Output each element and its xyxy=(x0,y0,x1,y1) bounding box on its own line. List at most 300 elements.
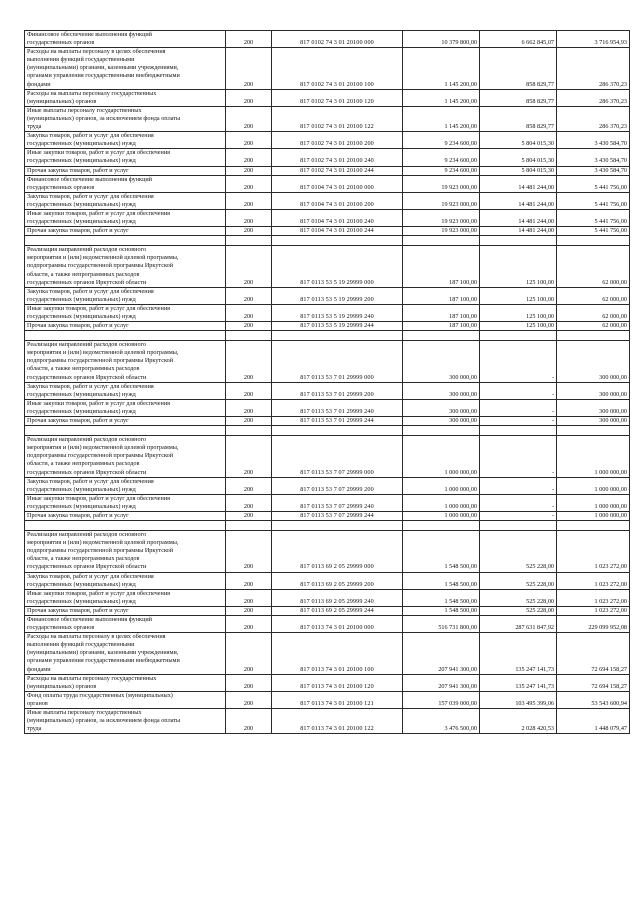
row-kbk-cell: 817 0102 74 3 01 20100 240 xyxy=(272,149,403,166)
row-name-line: мероприятия и (или) ведомственной целевой программы, xyxy=(27,254,179,262)
row-name-cell xyxy=(25,192,226,209)
row-plan-cell: 19 923 000,00 xyxy=(403,192,480,209)
row-exec-cell: - xyxy=(480,494,557,511)
row-code-cell: 200 xyxy=(226,417,272,426)
row-code-cell: 200 xyxy=(226,209,272,226)
row-rest-cell: 5 441 756,00 xyxy=(557,227,630,236)
spacer-cell xyxy=(557,426,630,436)
row-rest-cell: 1 023 272,00 xyxy=(557,531,630,572)
row-exec-cell: - xyxy=(480,477,557,494)
row-name-line: государственных (муниципальных) нужд xyxy=(27,313,136,320)
table-row xyxy=(25,477,630,494)
row-code-cell: 200 xyxy=(226,132,272,149)
spacer-cell xyxy=(226,331,272,341)
row-code-cell: 200 xyxy=(226,494,272,511)
row-name-line: государственных органов xyxy=(27,39,95,47)
row-rest-cell: 3 716 954,93 xyxy=(557,31,630,48)
row-rest-cell: 1 000 000,00 xyxy=(557,511,630,520)
row-exec-cell: 858 829,77 xyxy=(480,89,557,106)
row-name-line: (муниципальных) органов, за исключением фонда оплаты xyxy=(27,114,181,122)
row-kbk-cell: 817 0104 74 3 01 20100 000 xyxy=(272,175,403,192)
row-plan-cell: 207 941 300,00 xyxy=(403,633,480,674)
row-kbk-cell: 817 0113 53 7 01 29999 200 xyxy=(272,382,403,399)
row-plan-cell: 9 234 600,00 xyxy=(403,132,480,149)
row-name-cell xyxy=(25,399,226,416)
row-exec-cell: 525 228,00 xyxy=(480,572,557,589)
row-plan-cell: 187 100,00 xyxy=(403,304,480,321)
budget-execution-table xyxy=(24,30,630,734)
row-plan-cell: 187 100,00 xyxy=(403,287,480,304)
table-row xyxy=(25,209,630,226)
row-name-line: государственных (муниципальных) нужд xyxy=(27,502,136,510)
table-row xyxy=(25,166,630,175)
row-code-cell: 200 xyxy=(226,48,272,89)
row-plan-cell: 1 548 500,00 xyxy=(403,606,480,615)
row-name-line: государственных (муниципальных) нужд xyxy=(27,580,136,588)
row-name-line: Прочая закупка товаров, работ и услуг xyxy=(27,227,129,235)
row-code-cell: 200 xyxy=(226,606,272,615)
row-name-line: государственных (муниципальных) нужд xyxy=(27,485,136,493)
table-row xyxy=(25,511,630,520)
row-name-line: области, а также непрограммных расходов xyxy=(27,555,140,563)
row-code-cell: 200 xyxy=(226,511,272,520)
row-plan-cell: 516 731 800,00 xyxy=(403,616,480,633)
row-name-cell xyxy=(25,166,226,175)
row-name-line: государственных (муниципальных) нужд xyxy=(27,218,136,226)
table-row xyxy=(25,616,630,633)
row-rest-cell: 300 000,00 xyxy=(557,341,630,382)
row-name-line: (муниципальными) органами, казенными учреждениями, xyxy=(27,64,179,72)
row-rest-cell: 1 023 272,00 xyxy=(557,606,630,615)
row-kbk-cell: 817 0113 69 2 05 29999 244 xyxy=(272,606,403,615)
row-rest-cell: 62 000,00 xyxy=(557,304,630,321)
row-code-cell: 200 xyxy=(226,399,272,416)
row-name-line: государственных (муниципальных) нужд xyxy=(27,407,136,415)
row-name-line: Иные закупки товаров, работ и услуг для обеспечения xyxy=(27,494,170,502)
row-kbk-cell: 817 0113 53 7 07 29999 244 xyxy=(272,511,403,520)
row-name-cell xyxy=(25,48,226,89)
spacer-cell xyxy=(557,236,630,246)
row-plan-cell: 3 476 500,00 xyxy=(403,709,480,734)
table-row xyxy=(25,192,630,209)
row-plan-cell: 1 145 200,00 xyxy=(403,89,480,106)
row-name-line: труда xyxy=(27,725,42,733)
row-rest-cell: 3 430 584,70 xyxy=(557,166,630,175)
row-rest-cell: 5 441 756,00 xyxy=(557,175,630,192)
row-kbk-cell: 817 0102 74 3 01 20100 244 xyxy=(272,166,403,175)
row-exec-cell: 125 100,00 xyxy=(480,246,557,287)
row-name-line: подпрограммы государственной программы Иркутской xyxy=(27,547,174,555)
row-name-cell xyxy=(25,477,226,494)
row-name-line: государственных органов Иркутской области xyxy=(27,373,147,381)
row-name-line: мероприятия и (или) ведомственной целевой программы, xyxy=(27,539,179,547)
row-name-line: государственных (муниципальных) нужд xyxy=(27,597,136,605)
spacer-cell xyxy=(403,236,480,246)
row-name-line: Прочая закупка товаров, работ и услуг xyxy=(27,166,129,174)
row-code-cell: 200 xyxy=(226,572,272,589)
row-rest-cell: 1 000 000,00 xyxy=(557,436,630,477)
table-row xyxy=(25,304,630,321)
row-rest-cell: 62 000,00 xyxy=(557,322,630,331)
row-name-line: Закупка товаров, работ и услуг для обеспечения xyxy=(27,287,154,295)
table-body xyxy=(25,31,630,734)
table-row xyxy=(25,89,630,106)
row-code-cell: 200 xyxy=(226,674,272,691)
row-name-line: Иные выплаты персоналу государственных xyxy=(27,106,142,114)
row-name-line: Закупка товаров, работ и услуг для обеспечения xyxy=(27,477,154,485)
row-name-line: подпрограммы государственной программы Иркутской xyxy=(27,262,174,270)
row-name-cell xyxy=(25,633,226,674)
table-row xyxy=(25,31,630,48)
row-kbk-cell: 817 0113 53 5 19 29999 240 xyxy=(272,304,403,321)
row-rest-cell: 1 000 000,00 xyxy=(557,494,630,511)
spacer-cell xyxy=(272,426,403,436)
row-kbk-cell: 817 0113 53 5 19 29999 000 xyxy=(272,246,403,287)
row-name-line: (муниципальных) органов xyxy=(27,682,97,690)
row-kbk-cell: 817 0113 53 5 19 29999 200 xyxy=(272,287,403,304)
row-name-line: Финансовое обеспечение выполнения функций xyxy=(27,175,152,183)
row-exec-cell: 135 247 141,73 xyxy=(480,674,557,691)
row-name-line: Закупка товаров, работ и услуг для обеспечения xyxy=(27,132,154,140)
row-exec-cell: - xyxy=(480,436,557,477)
table-row xyxy=(25,132,630,149)
table-row xyxy=(25,341,630,382)
table-row xyxy=(25,48,630,89)
row-name-line: государственных (муниципальных) нужд xyxy=(27,200,136,208)
row-name-line: государственных (муниципальных) нужд xyxy=(27,157,136,165)
row-rest-cell: 3 430 584,70 xyxy=(557,149,630,166)
row-name-cell xyxy=(25,132,226,149)
row-name-cell xyxy=(25,436,226,477)
row-exec-cell: - xyxy=(480,417,557,426)
spacer-cell xyxy=(226,426,272,436)
row-exec-cell: - xyxy=(480,511,557,520)
row-name-cell xyxy=(25,382,226,399)
row-kbk-cell: 817 0113 74 3 01 20100 121 xyxy=(272,691,403,708)
row-name-line: органами управления государственными внебюджетными xyxy=(27,72,180,80)
row-name-line: Расходы на выплаты персоналу государственных xyxy=(27,89,157,97)
spacer-cell xyxy=(480,236,557,246)
row-rest-cell: 286 370,23 xyxy=(557,89,630,106)
spacer-cell xyxy=(226,521,272,531)
row-rest-cell: 1 023 272,00 xyxy=(557,572,630,589)
row-name-line: фондами xyxy=(27,665,51,673)
spacer-cell xyxy=(25,426,226,436)
row-exec-cell: 5 804 015,30 xyxy=(480,132,557,149)
row-code-cell: 200 xyxy=(226,149,272,166)
row-name-line: фондами xyxy=(27,80,51,88)
row-name-line: мероприятия и (или) ведомственной целевой программы, xyxy=(27,349,179,357)
row-exec-cell: 2 028 420,53 xyxy=(480,709,557,734)
row-name-cell xyxy=(25,31,226,48)
row-rest-cell: 5 441 756,00 xyxy=(557,192,630,209)
table-row xyxy=(25,709,630,734)
row-plan-cell: 157 039 000,00 xyxy=(403,691,480,708)
row-kbk-cell: 817 0102 74 3 01 20100 000 xyxy=(272,31,403,48)
row-rest-cell: 62 000,00 xyxy=(557,287,630,304)
row-code-cell: 200 xyxy=(226,106,272,131)
row-plan-cell: 1 548 500,00 xyxy=(403,589,480,606)
row-kbk-cell: 817 0113 69 2 05 29999 000 xyxy=(272,531,403,572)
row-name-line: Реализация направлений расходов основного xyxy=(27,436,147,444)
row-name-cell xyxy=(25,572,226,589)
row-name-cell xyxy=(25,606,226,615)
table-spacer-row xyxy=(25,426,630,436)
row-code-cell: 200 xyxy=(226,531,272,572)
row-name-line: Реализация направлений расходов основного xyxy=(27,341,147,349)
row-code-cell: 200 xyxy=(226,691,272,708)
row-name-cell xyxy=(25,511,226,520)
row-exec-cell: 14 481 244,00 xyxy=(480,227,557,236)
row-plan-cell: 1 000 000,00 xyxy=(403,511,480,520)
row-kbk-cell: 817 0102 74 3 01 20100 120 xyxy=(272,89,403,106)
row-exec-cell: 6 662 845,07 xyxy=(480,31,557,48)
row-exec-cell: 858 829,77 xyxy=(480,48,557,89)
row-plan-cell: 19 923 000,00 xyxy=(403,227,480,236)
row-kbk-cell: 817 0113 53 7 07 29999 240 xyxy=(272,494,403,511)
row-plan-cell: 9 234 600,00 xyxy=(403,166,480,175)
row-name-line: Иные закупки товаров, работ и услуг для обеспечения xyxy=(27,304,170,312)
row-name-cell xyxy=(25,616,226,633)
spacer-cell xyxy=(226,236,272,246)
row-plan-cell: 1 145 200,00 xyxy=(403,48,480,89)
table-row xyxy=(25,606,630,615)
row-plan-cell: 19 923 000,00 xyxy=(403,175,480,192)
row-plan-cell: 1 000 000,00 xyxy=(403,494,480,511)
row-name-line: выполнения функций государственными xyxy=(27,56,135,64)
row-name-cell xyxy=(25,709,226,734)
row-exec-cell: - xyxy=(480,341,557,382)
row-plan-cell: 207 941 300,00 xyxy=(403,674,480,691)
row-name-cell xyxy=(25,304,226,321)
row-code-cell: 200 xyxy=(226,341,272,382)
row-kbk-cell: 817 0113 74 3 01 20100 120 xyxy=(272,674,403,691)
spacer-cell xyxy=(25,236,226,246)
row-plan-cell: 300 000,00 xyxy=(403,417,480,426)
row-rest-cell: 300 000,00 xyxy=(557,417,630,426)
row-code-cell: 200 xyxy=(226,322,272,331)
spacer-cell xyxy=(480,426,557,436)
row-name-cell xyxy=(25,494,226,511)
row-name-cell xyxy=(25,589,226,606)
row-rest-cell: 62 000,00 xyxy=(557,246,630,287)
row-name-line: Расходы на выплаты персоналу государственных xyxy=(27,674,157,682)
table-row xyxy=(25,589,630,606)
spacer-cell xyxy=(272,331,403,341)
row-name-line: Закупка товаров, работ и услуг для обеспечения xyxy=(27,192,154,200)
row-code-cell: 200 xyxy=(226,382,272,399)
row-name-line: Прочая закупка товаров, работ и услуг xyxy=(27,322,129,330)
table-row xyxy=(25,246,630,287)
row-exec-cell: 525 228,00 xyxy=(480,531,557,572)
row-name-line: Прочая закупка товаров, работ и услуг xyxy=(27,417,129,425)
row-rest-cell: 1 023 272,00 xyxy=(557,589,630,606)
spacer-cell xyxy=(480,331,557,341)
row-name-cell xyxy=(25,227,226,236)
row-exec-cell: - xyxy=(480,382,557,399)
row-name-cell xyxy=(25,175,226,192)
row-name-line: подпрограммы государственной программы Иркутской xyxy=(27,357,174,365)
row-exec-cell: 525 228,00 xyxy=(480,589,557,606)
table-row xyxy=(25,227,630,236)
spacer-cell xyxy=(557,331,630,341)
row-code-cell: 200 xyxy=(226,31,272,48)
row-plan-cell: 1 548 500,00 xyxy=(403,531,480,572)
row-exec-cell: - xyxy=(480,399,557,416)
row-code-cell: 200 xyxy=(226,709,272,734)
row-name-line: выполнения функций государственными xyxy=(27,641,135,649)
row-name-line: органов xyxy=(27,699,48,707)
table-row xyxy=(25,382,630,399)
row-name-cell xyxy=(25,674,226,691)
row-name-line: Расходы на выплаты персоналу в целях обеспечения xyxy=(27,633,166,641)
row-kbk-cell: 817 0102 74 3 01 20100 200 xyxy=(272,132,403,149)
row-name-line: Фонд оплаты труда государственных (муниципальных) xyxy=(27,691,173,699)
row-name-line: области, а также непрограммных расходов xyxy=(27,270,140,278)
row-kbk-cell: 817 0113 69 2 05 29999 240 xyxy=(272,589,403,606)
spacer-cell xyxy=(403,331,480,341)
table-spacer-row xyxy=(25,331,630,341)
row-name-line: Иные закупки товаров, работ и услуг для обеспечения xyxy=(27,589,170,597)
row-exec-cell: 103 495 399,06 xyxy=(480,691,557,708)
row-code-cell: 200 xyxy=(226,436,272,477)
row-code-cell: 200 xyxy=(226,287,272,304)
table-row xyxy=(25,674,630,691)
spacer-cell xyxy=(25,331,226,341)
row-code-cell: 200 xyxy=(226,175,272,192)
row-code-cell: 200 xyxy=(226,304,272,321)
row-name-cell xyxy=(25,89,226,106)
spacer-cell xyxy=(480,521,557,531)
row-name-line: государственных органов Иркутской области xyxy=(27,278,147,286)
row-name-line: государственных (муниципальных) нужд xyxy=(27,140,136,148)
row-exec-cell: 125 100,00 xyxy=(480,287,557,304)
row-exec-cell: 135 247 141,73 xyxy=(480,633,557,674)
table-row xyxy=(25,399,630,416)
row-plan-cell: 19 923 000,00 xyxy=(403,209,480,226)
row-rest-cell: 1 448 079,47 xyxy=(557,709,630,734)
row-code-cell: 200 xyxy=(226,246,272,287)
row-exec-cell: 525 228,00 xyxy=(480,606,557,615)
row-name-cell xyxy=(25,246,226,287)
row-name-line: Иные закупки товаров, работ и услуг для обеспечения xyxy=(27,149,170,157)
row-name-line: государственных органов Иркутской области xyxy=(27,468,147,476)
row-rest-cell: 300 000,00 xyxy=(557,399,630,416)
row-kbk-cell: 817 0102 74 3 01 20100 100 xyxy=(272,48,403,89)
row-name-cell xyxy=(25,531,226,572)
row-name-line: (муниципальных) органов, за исключением фонда оплаты xyxy=(27,717,181,725)
row-kbk-cell: 817 0113 53 7 07 29999 200 xyxy=(272,477,403,494)
row-rest-cell: 229 099 952,08 xyxy=(557,616,630,633)
row-name-line: органами управления государственными внебюджетными xyxy=(27,657,180,665)
row-kbk-cell: 817 0113 53 7 01 29999 240 xyxy=(272,399,403,416)
row-name-cell xyxy=(25,149,226,166)
row-rest-cell: 1 000 000,00 xyxy=(557,477,630,494)
table-spacer-row xyxy=(25,236,630,246)
row-name-line: труда xyxy=(27,123,42,131)
table-row xyxy=(25,149,630,166)
spacer-cell xyxy=(272,236,403,246)
row-name-line: государственных (муниципальных) нужд xyxy=(27,295,136,303)
row-exec-cell: 14 481 244,00 xyxy=(480,209,557,226)
row-plan-cell: 10 379 800,00 xyxy=(403,31,480,48)
table-row xyxy=(25,531,630,572)
row-name-line: Иные выплаты персоналу государственных xyxy=(27,709,142,717)
row-rest-cell: 286 370,23 xyxy=(557,106,630,131)
row-name-line: Закупка товаров, работ и услуг для обеспечения xyxy=(27,382,154,390)
row-exec-cell: 287 631 847,92 xyxy=(480,616,557,633)
row-kbk-cell: 817 0104 74 3 01 20100 200 xyxy=(272,192,403,209)
row-name-line: (муниципальными) органами, казенными учреждениями, xyxy=(27,649,179,657)
row-name-line: области, а также непрограммных расходов xyxy=(27,460,140,468)
spacer-cell xyxy=(403,426,480,436)
spacer-cell xyxy=(557,521,630,531)
row-name-cell xyxy=(25,106,226,131)
row-rest-cell: 72 694 158,27 xyxy=(557,674,630,691)
row-name-line: государственных органов xyxy=(27,183,95,191)
table-row xyxy=(25,287,630,304)
table-row xyxy=(25,691,630,708)
row-name-line: Иные закупки товаров, работ и услуг для обеспечения xyxy=(27,209,170,217)
row-plan-cell: 300 000,00 xyxy=(403,399,480,416)
row-plan-cell: 1 145 200,00 xyxy=(403,106,480,131)
spacer-cell xyxy=(272,521,403,531)
table-row xyxy=(25,572,630,589)
row-code-cell: 200 xyxy=(226,616,272,633)
row-name-line: мероприятия и (или) ведомственной целевой программы, xyxy=(27,444,179,452)
row-name-line: (муниципальных) органов xyxy=(27,97,97,105)
row-kbk-cell: 817 0104 74 3 01 20100 240 xyxy=(272,209,403,226)
spacer-cell xyxy=(403,521,480,531)
row-exec-cell: 5 804 015,30 xyxy=(480,149,557,166)
row-code-cell: 200 xyxy=(226,477,272,494)
table-row xyxy=(25,417,630,426)
row-kbk-cell: 817 0113 74 3 01 20100 100 xyxy=(272,633,403,674)
table-row xyxy=(25,494,630,511)
row-name-line: государственных (муниципальных) нужд xyxy=(27,390,136,398)
row-plan-cell: 1 548 500,00 xyxy=(403,572,480,589)
row-name-cell xyxy=(25,417,226,426)
row-exec-cell: 14 481 244,00 xyxy=(480,175,557,192)
row-rest-cell: 53 543 600,94 xyxy=(557,691,630,708)
table-row xyxy=(25,175,630,192)
table-spacer-row xyxy=(25,521,630,531)
row-code-cell: 200 xyxy=(226,166,272,175)
row-kbk-cell: 817 0113 74 3 01 20100 000 xyxy=(272,616,403,633)
row-name-line: Прочая закупка товаров, работ и услуг xyxy=(27,606,129,614)
row-kbk-cell: 817 0113 53 7 07 29999 000 xyxy=(272,436,403,477)
row-plan-cell: 9 234 600,00 xyxy=(403,149,480,166)
row-plan-cell: 187 100,00 xyxy=(403,246,480,287)
row-rest-cell: 3 430 584,70 xyxy=(557,132,630,149)
row-name-cell xyxy=(25,209,226,226)
spacer-cell xyxy=(25,521,226,531)
row-code-cell: 200 xyxy=(226,633,272,674)
row-exec-cell: 125 100,00 xyxy=(480,304,557,321)
row-name-line: Иные закупки товаров, работ и услуг для обеспечения xyxy=(27,399,170,407)
row-code-cell: 200 xyxy=(226,89,272,106)
row-name-line: Финансовое обеспечение выполнения функций xyxy=(27,31,152,38)
row-plan-cell: 1 000 000,00 xyxy=(403,436,480,477)
row-kbk-cell: 817 0113 74 3 01 20100 122 xyxy=(272,709,403,734)
row-kbk-cell: 817 0113 53 5 19 29999 244 xyxy=(272,322,403,331)
row-kbk-cell: 817 0102 74 3 01 20100 122 xyxy=(272,106,403,131)
row-name-cell xyxy=(25,287,226,304)
row-kbk-cell: 817 0104 74 3 01 20100 244 xyxy=(272,227,403,236)
table-row xyxy=(25,633,630,674)
row-name-line: Закупка товаров, работ и услуг для обеспечения xyxy=(27,572,154,580)
row-name-line: государственных органов Иркутской области xyxy=(27,563,147,571)
